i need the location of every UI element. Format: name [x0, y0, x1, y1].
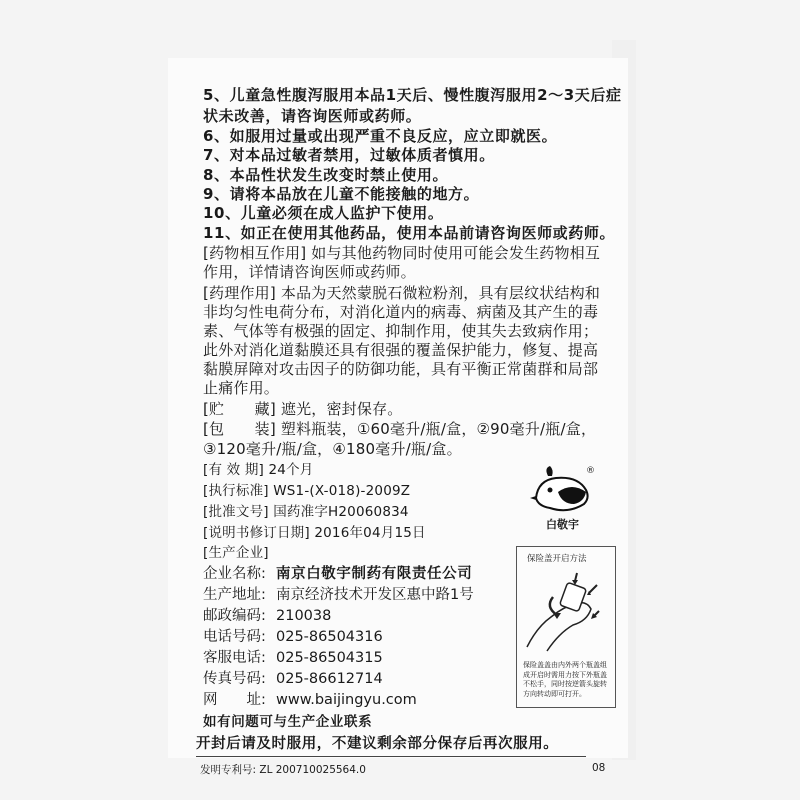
text-line: [批准文号] 国药准字H20060834	[203, 504, 409, 520]
text-line: [生产企业]	[203, 545, 269, 561]
service-phone-value: 025-86504315	[276, 650, 383, 666]
text-line: 11、如正在使用其他药品，使用本品前请咨询医师或药师。	[203, 224, 616, 242]
address-value: 南京经济技术开发区惠中路1号	[276, 587, 474, 603]
hand-bottle-icon	[517, 567, 613, 657]
registered-mark: ®	[586, 466, 595, 476]
text-line: [包 装] 塑料瓶装，①60毫升/瓶/盒，②90毫升/瓶/盒，	[203, 420, 597, 438]
patent-number: 发明专利号: ZL 200710025564.0	[200, 764, 366, 776]
text-line: [说明书修订日期] 2016年04月15日	[203, 525, 426, 541]
text-line: 素、气体等有极强的固定、抑制作用，使其失去致病作用；	[203, 322, 599, 340]
postal-label: 邮政编码:	[203, 608, 266, 624]
company-name-label: 企业名称:	[203, 566, 266, 582]
phone-label: 电话号码:	[203, 629, 266, 645]
footer-divider	[196, 756, 586, 757]
text-line: 6、如服用过量或出现严重不良反应，应立即就医。	[203, 127, 558, 145]
text-line: 作用，详情请咨询医师或药师。	[203, 263, 416, 281]
text-line: 黏膜屏障对攻击因子的防御功能，具有平衡正常菌群和局部	[203, 360, 599, 378]
page-number: 08	[592, 762, 606, 774]
text-line: 非均匀性电荷分布，对消化道内的病毒、病菌及其产生的毒	[203, 303, 599, 321]
brand-logo	[528, 458, 608, 538]
text-line: 状未改善，请咨询医师或药师。	[203, 107, 422, 125]
logo-brand-text: 白敬宇	[546, 518, 579, 531]
address-label: 生产地址:	[203, 587, 266, 603]
text-line: 7、对本品过敏者禁用，过敏体质者慎用。	[203, 146, 495, 164]
text-line: ③120毫升/瓶/盒，④180毫升/瓶/盒。	[203, 440, 462, 458]
text-line: [执行标准] WS1-(X-018)-2009Z	[203, 483, 411, 499]
text-line: [药理作用] 本品为天然蒙脱石微粒粉剂，具有层纹状结构和	[203, 284, 601, 302]
phone-value: 025-86504316	[276, 629, 383, 645]
text-line: 此外对消化道黏膜还具有很强的覆盖保护能力，修复、提高	[203, 341, 599, 359]
after-open-note: 开封后请及时服用，不建议剩余部分保存后再次服用。	[196, 736, 559, 752]
website-label: 网 址:	[203, 692, 266, 708]
text-line: [药物相互作用] 如与其他药物同时使用可能会发生药物相互	[203, 244, 601, 262]
service-phone-label: 客服电话:	[203, 650, 266, 666]
fax-label: 传真号码:	[203, 671, 266, 687]
text-line: 止痛作用。	[203, 379, 280, 397]
website-value: www.baijingyu.com	[276, 692, 417, 708]
text-line: 10、儿童必须在成人监护下使用。	[203, 204, 444, 222]
text-line: 8、本品性状发生改变时禁止使用。	[203, 166, 449, 184]
text-line: [有 效 期] 24个月	[203, 462, 314, 478]
fax-value: 025-86612714	[276, 671, 383, 687]
text-line: 9、请将本品放在儿童不能接触的地方。	[203, 185, 480, 203]
company-name: 南京白敬宇制药有限责任公司	[276, 566, 473, 582]
text-line: 5、儿童急性腹泻服用本品1天后、慢性腹泻服用2～3天后症	[203, 86, 622, 104]
diagram-caption: 保险盖盖由内外两个瓶盖组成开启时需用力按下外瓶盖不松手，同时按逆箭头旋转方向转动即可打开。	[523, 661, 607, 698]
postal-value: 210038	[276, 608, 332, 624]
contact-note: 如有问题可与生产企业联系	[203, 714, 373, 730]
cap-opening-diagram	[516, 546, 616, 708]
diagram-title: 保险盖开启方法	[527, 554, 587, 564]
text-line: [贮 藏] 遮光，密封保存。	[203, 400, 403, 418]
